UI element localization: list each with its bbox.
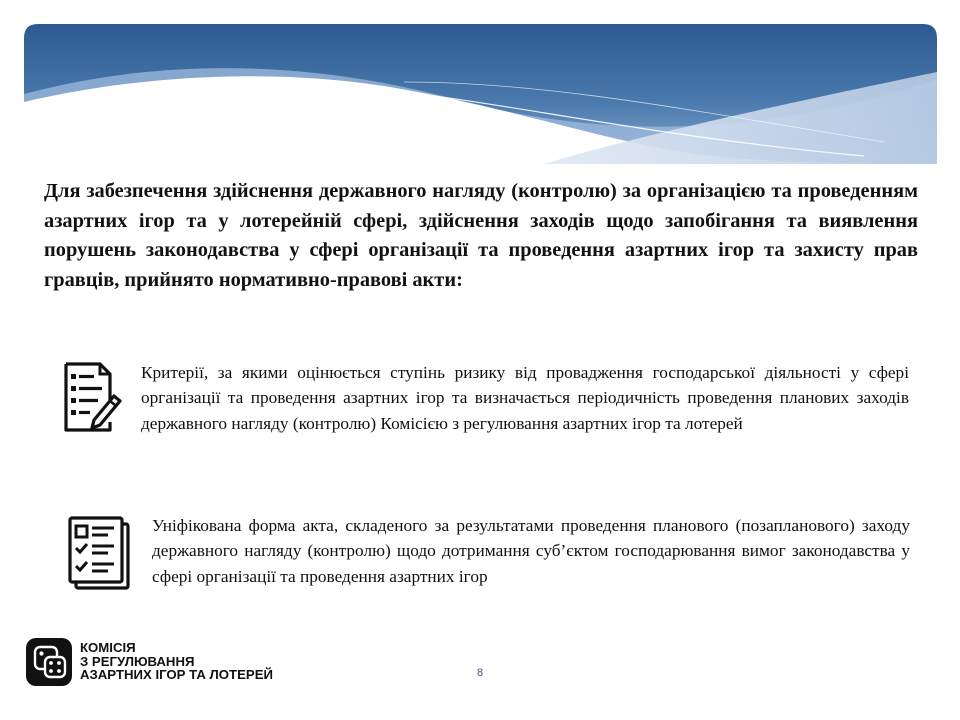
logo-line-3: АЗАРТНИХ ІГОР ТА ЛОТЕРЕЙ <box>80 667 273 683</box>
logo-text <box>80 641 273 682</box>
dice-logo-icon <box>26 638 72 686</box>
logo-line-1: КОМІСІЯ <box>80 640 136 655</box>
intro-paragraph: Для забезпечення здійснення державного нагляду (контролю) за організацією та проведенням азартних ігор та у лотерейній сфері, здійснення заходів щодо запобігання та виявлення порушень законодавства у сфері організації та проведення азартних ігор та захисту прав гравців, прийнято нормативно-правові акти: <box>44 180 918 291</box>
page-number: 8 <box>476 667 484 679</box>
checklist-document-icon <box>64 512 132 592</box>
item-criteria-text: Критерії, за якими оцінюється ступінь ризику від провадження господарської діяльності у сфері організації та проведення азартних ігор та визначається періодичність проведення планових заходів державного нагляду (контролю) Комісією з регулювання азартних ігор та лотерей <box>141 363 909 433</box>
logo-line-2: З РЕГУЛЮВАННЯ <box>80 653 195 669</box>
header-banner <box>24 24 937 164</box>
commission-logo <box>24 638 324 688</box>
document-pen-icon <box>60 360 122 436</box>
item-act-form-text: Уніфікована форма акта, складеного за результатами проведення планового (позапланового) заходу державного нагляду (контролю) щодо дотримання суб’єктом господарювання вимог законодавства у сфері організації та проведення азартних ігор <box>152 516 910 586</box>
